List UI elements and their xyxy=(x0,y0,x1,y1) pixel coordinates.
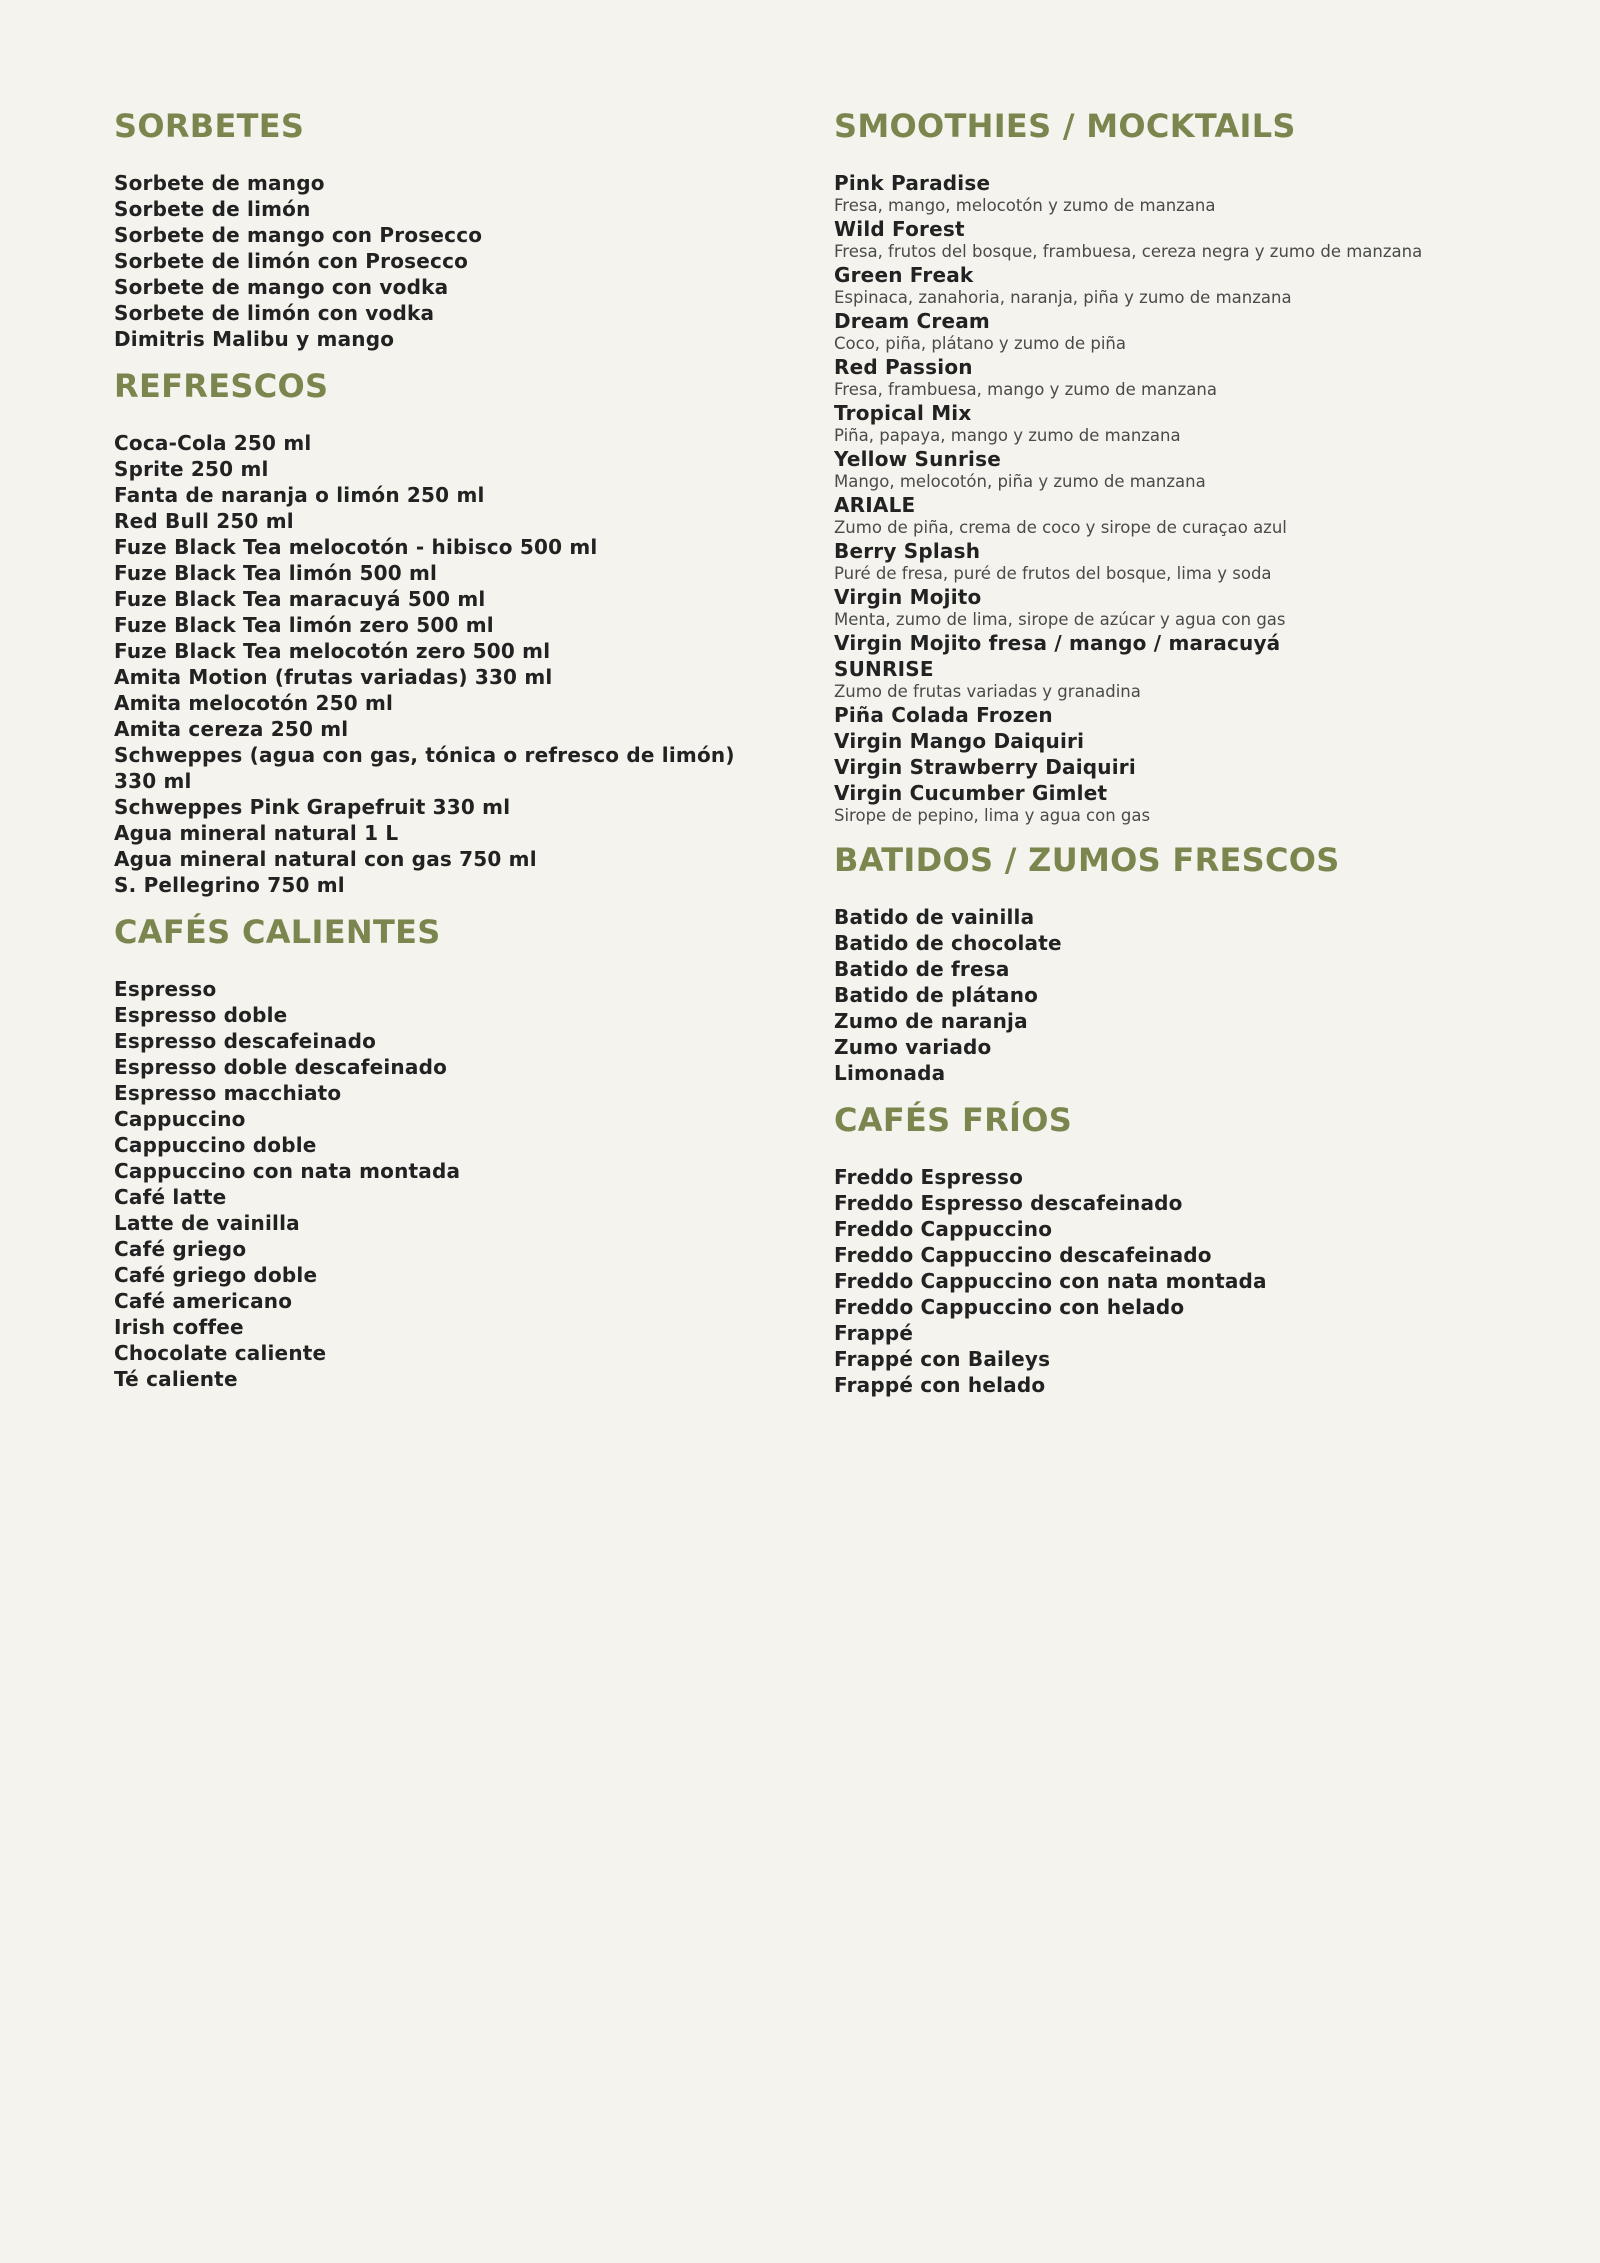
menu-section-smoothies-mocktails xyxy=(834,104,1534,826)
menu-item-name: Virgin Mojito fresa / mango / maracuyá xyxy=(834,631,1281,655)
menu-item xyxy=(834,728,1534,754)
section-title: REFRESCOS xyxy=(114,367,329,405)
menu-item xyxy=(114,326,754,352)
menu-item-name: Fuze Black Tea melocotón - hibisco 500 ml xyxy=(114,535,598,559)
menu-item-name: Fuze Black Tea maracuyá 500 ml xyxy=(114,587,486,611)
menu-item-name: Schweppes (agua con gas, tónica o refresco de limón) 330 ml xyxy=(114,743,735,793)
menu-item-name: Virgin Mojito xyxy=(834,585,982,609)
menu-item-name: Coca-Cola 250 ml xyxy=(114,431,312,455)
menu-item-name: Freddo Cappuccino xyxy=(834,1217,1053,1241)
menu-item-name: Sprite 250 ml xyxy=(114,457,269,481)
menu-item xyxy=(114,1262,754,1288)
menu-item xyxy=(834,1268,1534,1294)
menu-item-name: Piña Colada Frozen xyxy=(834,703,1053,727)
menu-section-refrescos xyxy=(114,364,754,898)
menu-item xyxy=(834,780,1534,826)
menu-item-name: Té caliente xyxy=(114,1367,238,1391)
menu-item xyxy=(114,664,754,690)
menu-item xyxy=(834,656,1534,702)
menu-item xyxy=(114,1288,754,1314)
menu-item xyxy=(834,630,1534,656)
section-title: BATIDOS / ZUMOS FRESCOS xyxy=(834,841,1340,879)
menu-item xyxy=(114,1236,754,1262)
menu-item-name: Freddo Espresso descafeinado xyxy=(834,1191,1183,1215)
menu-item xyxy=(114,690,754,716)
menu-item xyxy=(834,754,1534,780)
menu-item-description: Fresa, frambuesa, mango y zumo de manzana xyxy=(834,380,1217,399)
menu-right-column xyxy=(834,104,1534,1410)
menu-item xyxy=(114,1340,754,1366)
menu-section-cafes-calientes xyxy=(114,910,754,1392)
menu-item-name: Agua mineral natural 1 L xyxy=(114,821,399,845)
menu-item xyxy=(114,222,754,248)
menu-item xyxy=(114,612,754,638)
menu-item-name: Freddo Espresso xyxy=(834,1165,1024,1189)
menu-item xyxy=(114,482,754,508)
menu-item-name: Espresso macchiato xyxy=(114,1081,342,1105)
menu-item xyxy=(114,716,754,742)
menu-item xyxy=(834,308,1534,354)
menu-item xyxy=(834,492,1534,538)
menu-item-name: Yellow Sunrise xyxy=(834,447,1001,471)
menu-item xyxy=(114,872,754,898)
menu-item-name: Schweppes Pink Grapefruit 330 ml xyxy=(114,795,511,819)
menu-item-name: Chocolate caliente xyxy=(114,1341,327,1365)
menu-item-name: Fuze Black Tea limón 500 ml xyxy=(114,561,438,585)
menu-item xyxy=(114,430,754,456)
menu-item xyxy=(114,456,754,482)
menu-item-name: Café latte xyxy=(114,1185,227,1209)
menu-item-name: Freddo Cappuccino descafeinado xyxy=(834,1243,1212,1267)
menu-item-name: Dimitris Malibu y mango xyxy=(114,327,395,351)
menu-item xyxy=(834,1372,1534,1398)
menu-item xyxy=(114,1210,754,1236)
menu-item-name: Espresso doble xyxy=(114,1003,288,1027)
menu-item xyxy=(834,1008,1534,1034)
menu-item xyxy=(114,742,754,794)
menu-item-name: S. Pellegrino 750 ml xyxy=(114,873,345,897)
menu-item-name: SUNRISE xyxy=(834,657,934,681)
menu-item-name: Cappuccino xyxy=(114,1107,246,1131)
menu-item xyxy=(114,508,754,534)
menu-item xyxy=(834,1060,1534,1086)
menu-section-sorbetes xyxy=(114,104,754,352)
menu-item xyxy=(114,1132,754,1158)
menu-item xyxy=(834,930,1534,956)
menu-item-name: Virgin Cucumber Gimlet xyxy=(834,781,1108,805)
menu-item xyxy=(114,638,754,664)
menu-item-name: Batido de fresa xyxy=(834,957,1010,981)
menu-item-name: Frappé xyxy=(834,1321,914,1345)
menu-item-name: Espresso descafeinado xyxy=(114,1029,377,1053)
menu-item xyxy=(834,1242,1534,1268)
menu-item-name: Fuze Black Tea melocotón zero 500 ml xyxy=(114,639,551,663)
menu-item-name: Amita cereza 250 ml xyxy=(114,717,349,741)
menu-item-name: Amita melocotón 250 ml xyxy=(114,691,394,715)
menu-item-name: Irish coffee xyxy=(114,1315,244,1339)
menu-item-name: Café griego doble xyxy=(114,1263,318,1287)
menu-item xyxy=(834,262,1534,308)
menu-item xyxy=(114,248,754,274)
menu-item-name: Espresso doble descafeinado xyxy=(114,1055,448,1079)
menu-item xyxy=(114,1054,754,1080)
menu-item-name: Cappuccino doble xyxy=(114,1133,317,1157)
menu-item xyxy=(834,1320,1534,1346)
menu-item xyxy=(114,1106,754,1132)
menu-item xyxy=(834,216,1534,262)
menu-item xyxy=(834,584,1534,630)
menu-item-name: Limonada xyxy=(834,1061,946,1085)
menu-item xyxy=(114,1028,754,1054)
menu-item xyxy=(834,400,1534,446)
menu-item-description: Menta, zumo de lima, sirope de azúcar y agua con gas xyxy=(834,610,1286,629)
menu-item xyxy=(114,560,754,586)
menu-item-name: Espresso xyxy=(114,977,217,1001)
menu-item-description: Fresa, mango, melocotón y zumo de manzana xyxy=(834,196,1216,215)
menu-item xyxy=(114,1184,754,1210)
menu-item xyxy=(834,538,1534,584)
menu-item xyxy=(114,196,754,222)
menu-item xyxy=(834,1216,1534,1242)
menu-item-description: Sirope de pepino, lima y agua con gas xyxy=(834,806,1151,825)
menu-item xyxy=(114,1158,754,1184)
section-title: SORBETES xyxy=(114,107,305,145)
menu-item-name: Wild Forest xyxy=(834,217,965,241)
menu-item-name: Batido de plátano xyxy=(834,983,1039,1007)
menu-item xyxy=(834,1346,1534,1372)
menu-item xyxy=(114,300,754,326)
menu-item xyxy=(114,1002,754,1028)
menu-item-name: Pink Paradise xyxy=(834,171,991,195)
menu-item xyxy=(114,794,754,820)
menu-item xyxy=(114,274,754,300)
menu-item-name: Batido de chocolate xyxy=(834,931,1062,955)
section-title: CAFÉS CALIENTES xyxy=(114,913,441,951)
menu-item-name: Frappé con Baileys xyxy=(834,1347,1051,1371)
menu-item xyxy=(114,846,754,872)
menu-item xyxy=(834,1190,1534,1216)
menu-item xyxy=(114,534,754,560)
menu-item-name: Fanta de naranja o limón 250 ml xyxy=(114,483,485,507)
menu-item xyxy=(834,170,1534,216)
menu-item-name: Sorbete de mango xyxy=(114,171,325,195)
menu-item xyxy=(114,976,754,1002)
menu-item-name: Virgin Mango Daiquiri xyxy=(834,729,1085,753)
menu-item xyxy=(834,956,1534,982)
menu-item-description: Puré de fresa, puré de frutos del bosque, lima y soda xyxy=(834,564,1272,583)
menu-item-name: Sorbete de limón con Prosecco xyxy=(114,249,469,273)
menu-item-name: ARIALE xyxy=(834,493,916,517)
menu-item-description: Espinaca, zanahoria, naranja, piña y zumo de manzana xyxy=(834,288,1292,307)
menu-item xyxy=(114,586,754,612)
menu-item xyxy=(834,1294,1534,1320)
section-title: SMOOTHIES / MOCKTAILS xyxy=(834,107,1296,145)
menu-section-cafes-frios xyxy=(834,1098,1534,1398)
menu-item xyxy=(114,820,754,846)
menu-item-name: Green Freak xyxy=(834,263,974,287)
menu-item-name: Virgin Strawberry Daiquiri xyxy=(834,755,1136,779)
menu-item xyxy=(834,1034,1534,1060)
menu-item-description: Zumo de piña, crema de coco y sirope de curaçao azul xyxy=(834,518,1287,537)
menu-item xyxy=(834,446,1534,492)
menu-item-name: Sorbete de limón xyxy=(114,197,311,221)
menu-item-name: Café americano xyxy=(114,1289,293,1313)
menu-item-name: Fuze Black Tea limón zero 500 ml xyxy=(114,613,494,637)
menu-item-name: Agua mineral natural con gas 750 ml xyxy=(114,847,537,871)
menu-item-name: Cappuccino con nata montada xyxy=(114,1159,461,1183)
menu-item xyxy=(834,702,1534,728)
menu-left-column xyxy=(114,104,754,1404)
menu-item-description: Piña, papaya, mango y zumo de manzana xyxy=(834,426,1181,445)
menu-section-batidos-zumos-frescos xyxy=(834,838,1534,1086)
menu-item-description: Zumo de frutas variadas y granadina xyxy=(834,682,1141,701)
menu-item xyxy=(834,982,1534,1008)
menu-item-name: Batido de vainilla xyxy=(834,905,1035,929)
menu-item-name: Café griego xyxy=(114,1237,247,1261)
menu-item-name: Amita Motion (frutas variadas) 330 ml xyxy=(114,665,553,689)
menu-item-name: Freddo Cappuccino con helado xyxy=(834,1295,1185,1319)
menu-item xyxy=(114,1314,754,1340)
menu-item xyxy=(834,1164,1534,1190)
menu-item xyxy=(834,354,1534,400)
menu-item-description: Mango, melocotón, piña y zumo de manzana xyxy=(834,472,1206,491)
menu-item xyxy=(114,1080,754,1106)
menu-item-name: Zumo de naranja xyxy=(834,1009,1028,1033)
section-title: CAFÉS FRÍOS xyxy=(834,1101,1073,1139)
menu-item-name: Sorbete de mango con Prosecco xyxy=(114,223,483,247)
menu-item-name: Tropical Mix xyxy=(834,401,972,425)
menu-item xyxy=(114,1366,754,1392)
menu-item xyxy=(114,170,754,196)
menu-item-name: Sorbete de mango con vodka xyxy=(114,275,449,299)
menu-item-description: Coco, piña, plátano y zumo de piña xyxy=(834,334,1126,353)
menu-item-description: Fresa, frutos del bosque, frambuesa, cereza negra y zumo de manzana xyxy=(834,242,1423,261)
menu-item-name: Red Passion xyxy=(834,355,973,379)
menu-item-name: Dream Cream xyxy=(834,309,990,333)
menu-item-name: Freddo Cappuccino con nata montada xyxy=(834,1269,1267,1293)
menu-item-name: Latte de vainilla xyxy=(114,1211,300,1235)
menu-item-name: Berry Splash xyxy=(834,539,981,563)
menu-item-name: Frappé con helado xyxy=(834,1373,1046,1397)
menu-item xyxy=(834,904,1534,930)
menu-item-name: Zumo variado xyxy=(834,1035,992,1059)
menu-item-name: Sorbete de limón con vodka xyxy=(114,301,435,325)
menu-item-name: Red Bull 250 ml xyxy=(114,509,294,533)
